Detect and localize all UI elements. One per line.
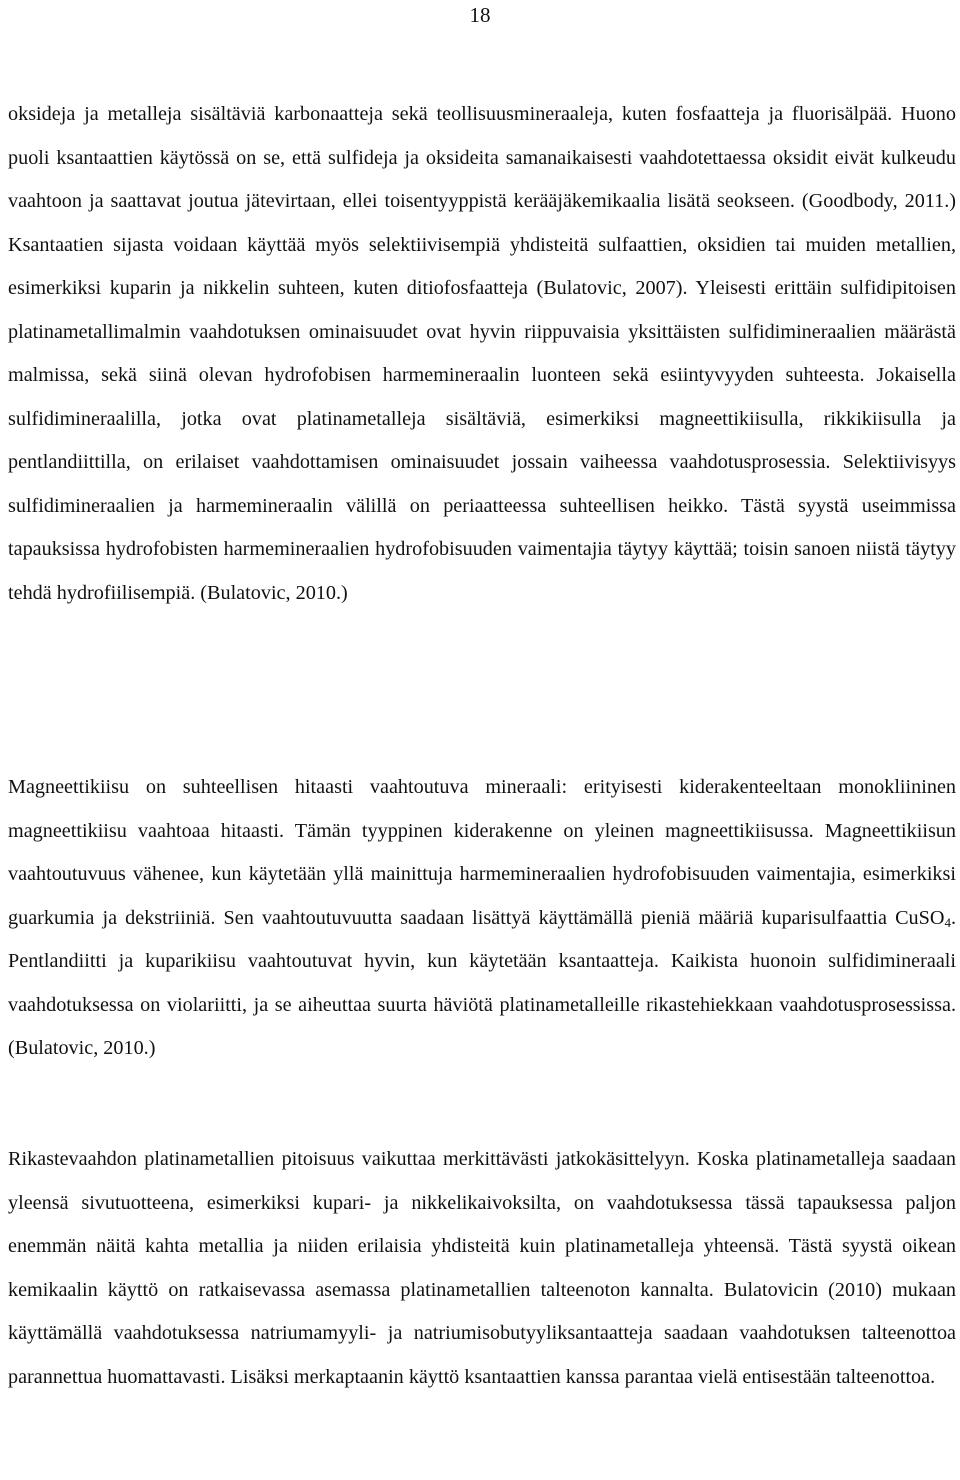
paragraph-froth-concentrate: Rikastevaahdon platinametallien pitoisuus vaikuttaa merkittävästi jatkokäsittelyyn. Koska platinametalleja saadaan yleensä sivutuotteena, esimerkiksi kupari- ja nikkelikaivoksilta, on vaahdotuksessa tässä tapauksessa paljon enemmän näitä kahta metallia ja niiden erilaisia yhdisteitä kuin platinametalleja yhteensä. Tästä syystä oikean kemikaalin käyttö on ratkaisevassa asemassa platinametallien talteenoton kannalta. Bulatovicin (2010) mukaan käyttämällä vaahdotuksessa natriumamyyli- ja natriumisobutyyliksantaatteja saadaan vaahdotuksen talteenottoa parannettua huomattavasti. Lisäksi merkaptaanin käyttö ksantaattien kanssa parantaa vielä entisestään talteenottoa. [8,1148,956,1388]
paragraph-xanthates-selectivity: oksideja ja metalleja sisältäviä karbonaatteja sekä teollisuusmineraaleja, kuten fosfaatteja ja fluorisälpää. Huono puoli ksantaattien käytössä on se, että sulfideja ja oksideita samanaikaisesti vaahdotettaessa oksidit eivät kulkeudu vaahtoon ja saattavat joutua jätevirtaan, ellei toisentyyppistä kerääjäkemikaalia lisätä seokseen. (Goodbody, 2011.) Ksantaatien sijasta voidaan käyttää myös selektiivisempiä yhdisteitä sulfaattien, oksidien tai muiden metallien, esimerkiksi kuparin ja nikkelin suhteen, kuten ditiofosfaatteja (Bulatovic, 2007). Yleisesti erittäin sulfidipitoisen platinametallimalmin vaahdotuksen ominaisuudet ovat hyvin riippuvaisia yksittäisten sulfidimineraalien määrästä malmissa, sekä siinä olevan hydrofobisen harmemineraalin luonteen sekä esiintyvyyden suhteesta. Jokaisella sulfidimineraalilla, jotka ovat platinametalleja sisältäviä, esimerkiksi magneettikiisulla, rikkikiisulla ja pentlandiittilla, on erilaiset vaahdottamisen ominaisuudet jossain vaiheessa vaahdotusprosessia. Selektiivisyys sulfidimineraalien ja harmemineraalin välillä on periaatteessa suhteellisen heikko. Tästä syystä useimmissa tapauksissa hydrofobisten harmemineraalien hydrofobisuuden vaimentajia täytyy käyttää; toisin sanoen niistä täytyy tehdä hydrofiilisempiä. (Bulatovic, 2010.) [8,103,956,604]
paragraph-pyrrhotite-flotation [8,766,956,1071]
paragraph-text-before-subscript: Magneettikiisu on suhteellisen hitaasti vaahtoutuva mineraali: erityisesti kiderakenteeltaan monokliininen magneettikiisu vaahtoaa hitaasti. Tämän tyyppinen kiderakenne on yleinen magneettikiisussa. Magneettikiisun vaahtoutuvuus vähenee, kun käytetään yllä mainittuja harmemineraalien hydrofobisuuden vaimentajia, esimerkiksi guarkumia ja dekstriiniä. Sen vaahtoutuvuutta saadaan lisättyä käyttämällä pieniä määriä kuparisulfaattia CuSO [8,776,956,929]
page-number: 18 [469,3,491,27]
paragraph-text-after-subscript: . Pentlandiitti ja kuparikiisu vaahtoutuvat hyvin, kun käytetään ksantaatteja. Kaikista huonoin sulfidimineraali vaahdotuksessa on violariitti, ja se aiheuttaa suurta häviötä platinametalleille rikastehiekkaan vaahdotusprosessissa. (Bulatovic, 2010.) [8,906,956,1059]
chemical-subscript: 4 [944,914,951,930]
